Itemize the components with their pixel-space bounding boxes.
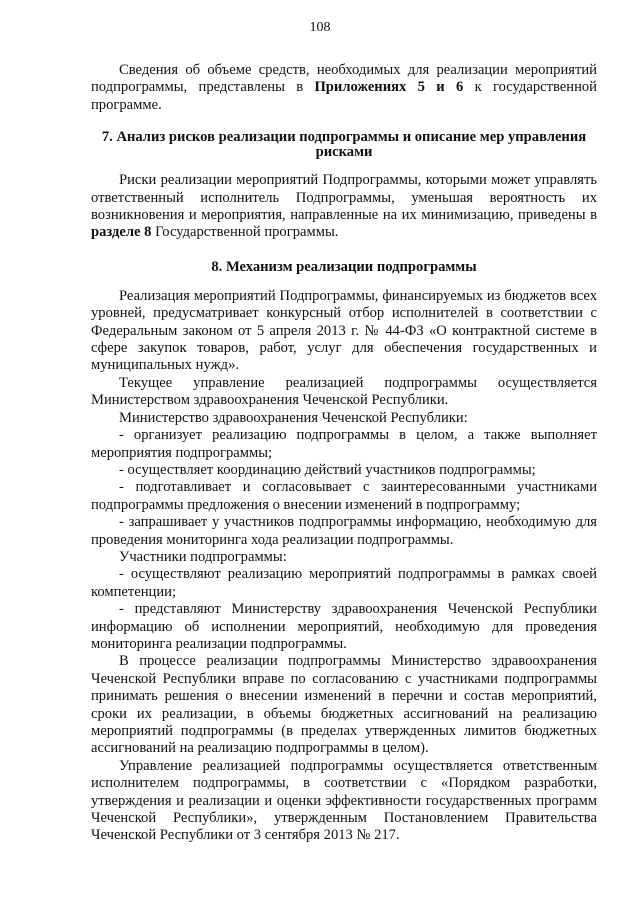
section-8-paragraph: Управление реализацией подпрограммы осуществляется ответственным исполнителем подпрограммы, в соответствии с «Порядком разработки, утверждения и реализации и оценки эффективности государственных программ Чеченской Республики», утвержденным Постановлением Правительства Чеченской Республики от 3 сентября 2013 № 217. bbox=[91, 757, 597, 844]
section-8-paragraph: В процессе реализации подпрограммы Министерство здравоохранения Чеченской Республики вправе по согласованию с участниками подпрограммы принимать решения о внесении изменений в перечни и состав мероприятий, сроки их реализации, в объемы бюджетных ассигнований на реализацию мероприятий подпрограммы (в пределах утвержденных лимитов бюджетных ассигнований на реализацию подпрограммы в целом). bbox=[91, 653, 597, 757]
section-7-heading: 7. Анализ рисков реализации подпрограммы и описание мер управления рисками bbox=[101, 129, 587, 161]
section-8-heading: 8. Механизм реализации подпрограммы bbox=[211, 258, 477, 275]
intro-bold-reference: Приложениях 5 и 6 bbox=[314, 79, 464, 96]
document-body bbox=[91, 62, 597, 845]
section-7-bold-reference: разделе 8 bbox=[91, 224, 152, 241]
intro-text: Сведения об объеме средств, необходимых для реализации мероприятий подпрограммы, представлены в bbox=[91, 62, 597, 96]
page-number: 108 bbox=[309, 20, 331, 35]
section-8-list-item: - представляют Министерству здравоохранения Чеченской Республики информацию об исполнении мероприятий, необходимую для проведения мониторинга реализации подпрограммы. bbox=[91, 601, 597, 652]
section-8-paragraph: Министерство здравоохранения Чеченской Республики: bbox=[119, 409, 468, 426]
section-7-paragraph bbox=[91, 172, 597, 242]
section-7-text: Риски реализации мероприятий Подпрограммы, которыми может управлять ответственный исполнитель Подпрограммы, уменьшая вероятность их возникновения и мероприятия, направленные на их минимизацию, приведены в bbox=[91, 172, 597, 224]
section-8-list-item: - запрашивает у участников подпрограммы информацию, необходимую для проведения мониторинга хода реализации подпрограммы. bbox=[91, 514, 597, 548]
section-8-list-item: - осуществляет координацию действий участников подпрограммы; bbox=[119, 461, 536, 478]
intro-text-end: к государственной программе. bbox=[91, 79, 597, 113]
intro-paragraph bbox=[91, 62, 597, 114]
section-8-paragraph: Участники подпрограммы: bbox=[119, 548, 287, 565]
section-7-text-end: Государственной программы. bbox=[151, 224, 339, 241]
section-8-paragraph: Текущее управление реализацией подпрограммы осуществляется Министерством здравоохранения Чеченской Республики. bbox=[91, 374, 597, 409]
section-8-list-item: - организует реализацию подпрограммы в целом, а также выполняет мероприятия подпрограммы; bbox=[91, 427, 597, 461]
section-8-list-item: - осуществляют реализацию мероприятий подпрограммы в рамках своей компетенции; bbox=[91, 566, 597, 600]
section-8-paragraph: Реализация мероприятий Подпрограммы, финансируемых из бюджетов всех уровней, предусматривает конкурсный отбор исполнителей в соответствии с Федеральным законом от 5 апреля 2013 г. № 44-ФЗ «О контрактной системе в сфере закупок товаров, работ, услуг для обеспечения государственных и муниципальных нужд». bbox=[91, 287, 597, 374]
section-8-list-item: - подготавливает и согласовывает с заинтересованными участниками подпрограммы предложения о внесении изменений в подпрограмму; bbox=[91, 479, 597, 513]
